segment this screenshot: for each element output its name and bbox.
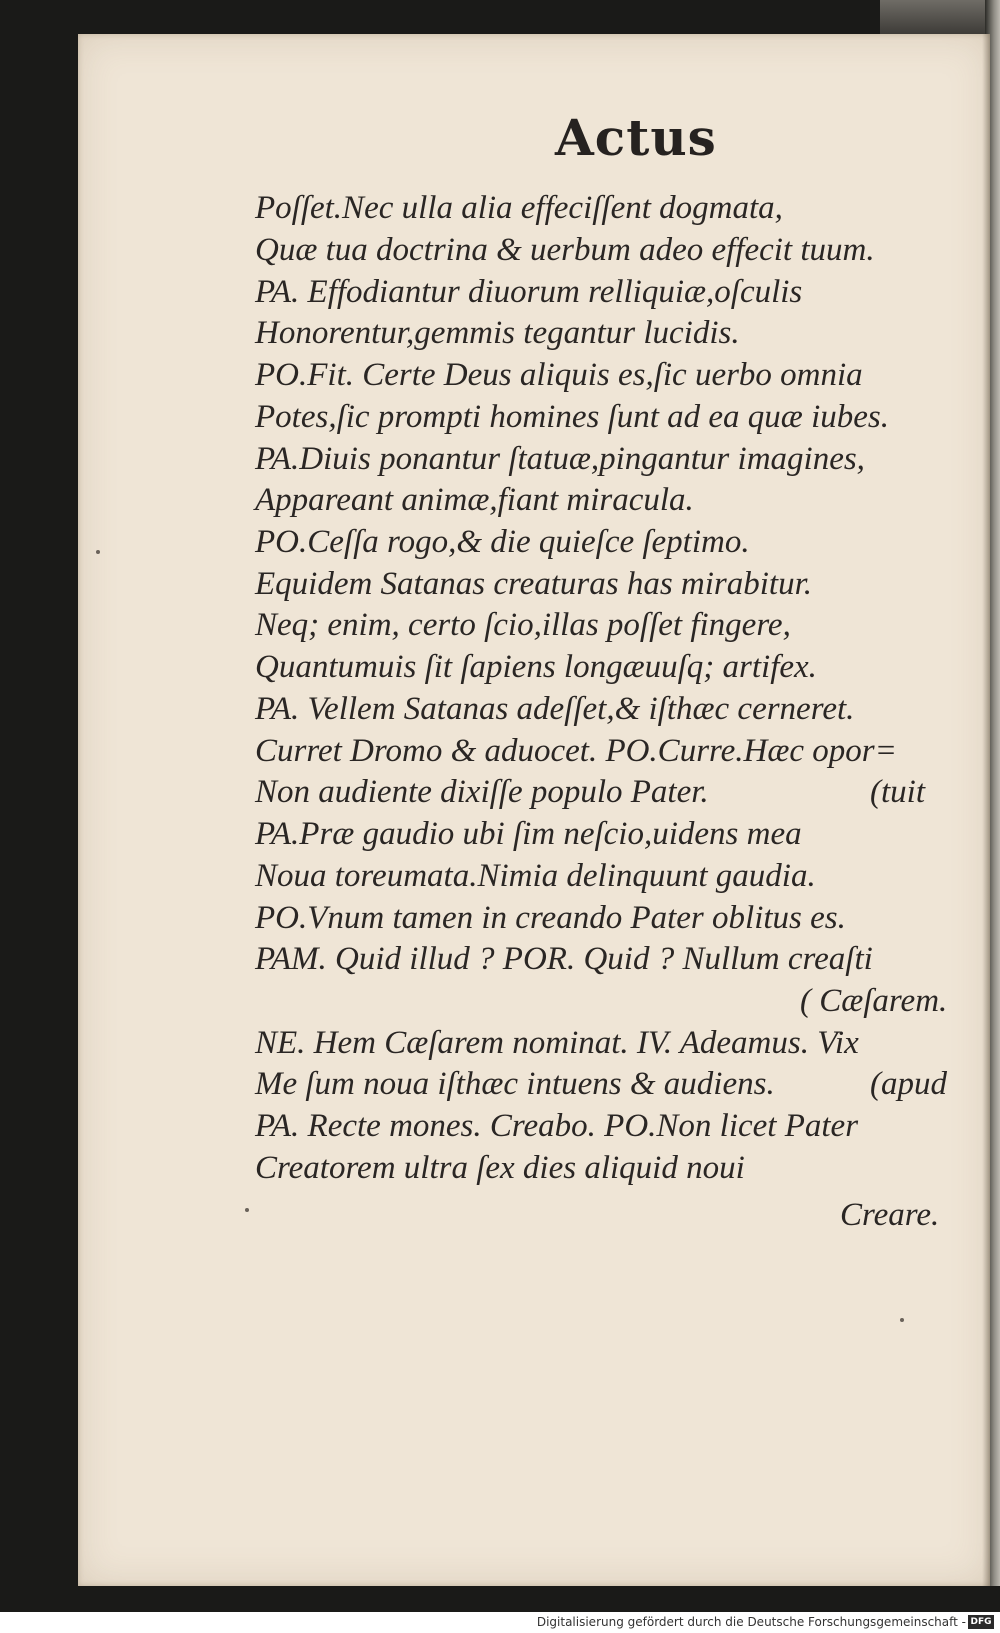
text-line: Honorentur,gemmis tegantur lucidis. [255, 315, 740, 351]
text-line: PA. Effodiantur diuorum relliquiæ,oſculis [255, 274, 803, 310]
turnover-line: (apud [870, 1066, 947, 1102]
text-line: Non audiente dixiſſe populo Pater. [255, 774, 709, 810]
dfg-logo: DFG [968, 1615, 994, 1629]
scan-background-top [880, 0, 1000, 35]
scan-background-bottom [0, 1586, 1000, 1612]
text-line: Me ſum noua iſthæc intuens & audiens. [255, 1066, 775, 1102]
turnover-line: (tuit [870, 774, 925, 810]
text-line: Poſſet.Nec ulla alia effeciſſent dogmata, [255, 190, 783, 226]
text-line: Creatorem ultra ſex dies aliquid noui [255, 1150, 745, 1186]
catchword: Creare. [840, 1197, 940, 1233]
footer-credit: Digitalisierung gefördert durch die Deutsche Forschungsgemeinschaft - [536, 1615, 966, 1629]
text-line: PAM. Quid illud ? POR. Quid ? Nullum creaſti [255, 941, 873, 977]
text-line: Noua toreumata.Nimia delinquunt gaudia. [255, 858, 816, 894]
page-edge-shadow [982, 34, 990, 1586]
text-line: PO.Ceſſa rogo,& die quieſce ſeptimo. [255, 524, 750, 560]
text-line: NE. Hem Cæſarem nominat. IV. Adeamus. Vix [255, 1025, 859, 1061]
text-line: PO.Vnum tamen in creando Pater oblitus es. [255, 900, 846, 936]
text-line: Quæ tua doctrina & uerbum adeo effecit tuum. [255, 232, 875, 268]
text-line: PA.Præ gaudio ubi ſim neſcio,uidens mea [255, 816, 802, 852]
text-line: Equidem Satanas creaturas has mirabitur. [255, 566, 813, 602]
page-speck [245, 1208, 249, 1212]
text-line: Neq; enim, certo ſcio,illas poſſet fingere, [255, 607, 791, 643]
page-heading: Actus [555, 108, 717, 167]
text-line: Potes,ſic prompti homines ſunt ad ea quæ iubes. [255, 399, 889, 435]
text-line: Quantumuis ſit ſapiens longæuuſq; artifex. [255, 649, 817, 685]
page-speck [900, 1318, 904, 1322]
text-line: PA. Recte mones. Creabo. PO.Non licet Pater [255, 1108, 859, 1144]
text-line: PA. Vellem Satanas adeſſet,& iſthæc cerneret. [255, 691, 855, 727]
text-line: PA.Diuis ponantur ſtatuæ,pingantur imagines, [255, 441, 865, 477]
turnover-line: ( Cæſarem. [800, 983, 948, 1019]
text-line: Curret Dromo & aduocet. PO.Curre.Hæc opor= [255, 733, 897, 769]
text-line: PO.Fit. Certe Deus aliquis es,ſic uerbo omnia [255, 357, 863, 393]
page-speck [96, 550, 100, 554]
text-line: Appareant animæ,fiant miracula. [255, 482, 694, 518]
